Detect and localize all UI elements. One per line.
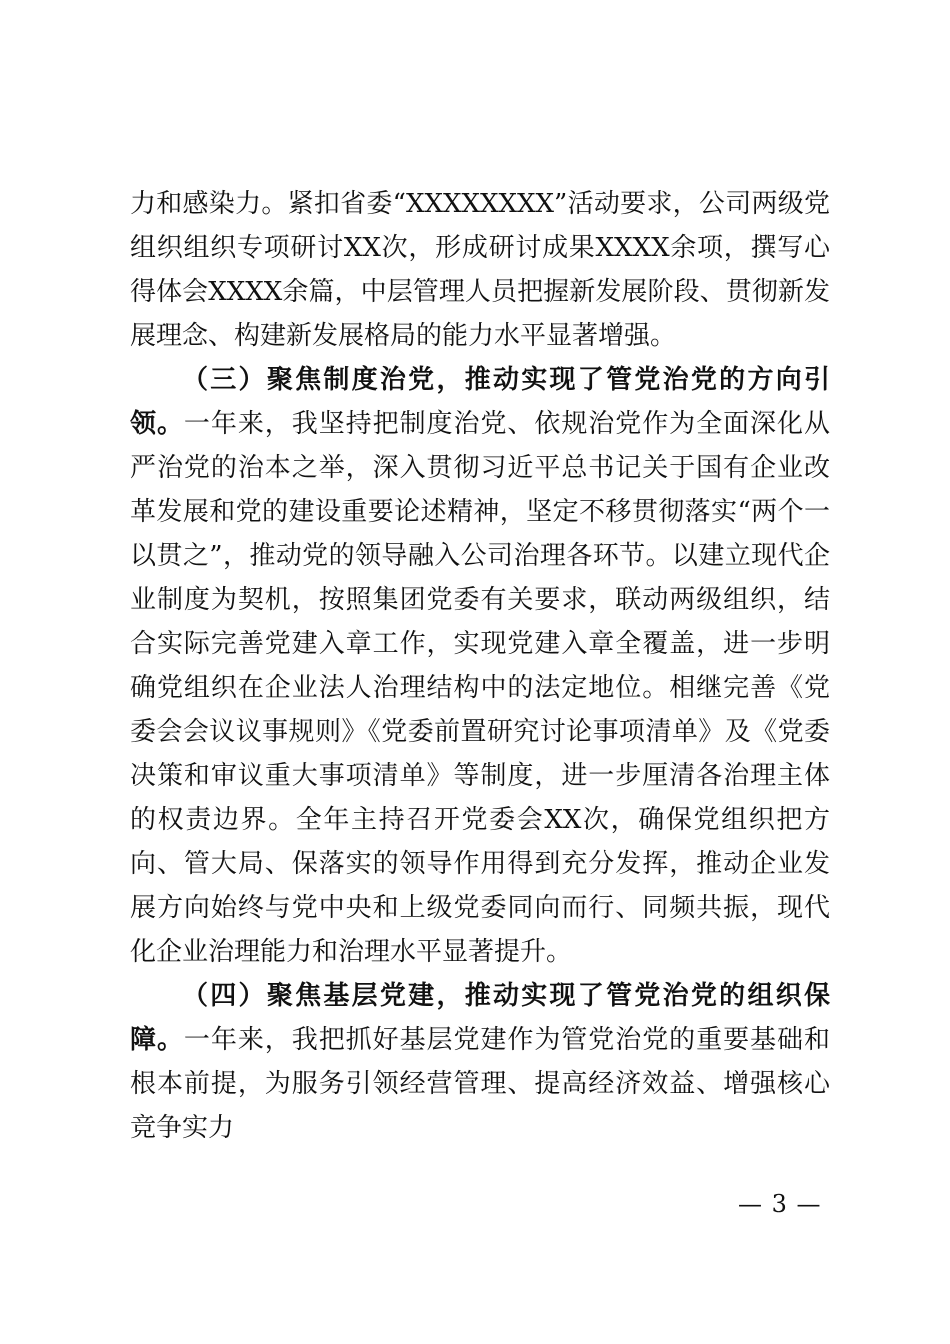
section-heading-four: （四）聚焦基层党建，推动实现了管党治党的组织保障。 [130,981,830,1055]
section-heading-three: （三）聚焦制度治党，推动实现了管党治党的方向引领。 [130,365,830,439]
paragraph-text: 力和感染力。紧扣省委“XXXXXXXX”活动要求，公司两级党组织组织专项研讨XX次，形成研讨成果XXXX余项，撰写心得体会XXXX余篇，中层管理人员把握新发展阶段、贯彻新发展理念、构建新发展格局的能力水平显著增强。 [130,189,830,351]
body-text [130,182,830,1150]
paragraph-section-four [130,974,830,1150]
paragraph-text: 一年来，我坚持把制度治党、依规治党作为全面深化从严治党的治本之举，深入贯彻习近平总书记关于国有企业改革发展和党的建设重要论述精神，坚定不移贯彻落实“两个一以贯之”，推动党的领导融入公司治理各环节。以建立现代企业制度为契机，按照集团党委有关要求，联动两级组织，结合实际完善党建入章工作，实现党建入章全覆盖，进一步明确党组织在企业法人治理结构中的法定地位。相继完善《党委会会议议事规则》《党委前置研究讨论事项清单》及《党委决策和审议重大事项清单》等制度，进一步厘清各治理主体的权责边界。全年主持召开党委会XX次，确保党组织把方向、管大局、保落实的领导作用得到充分发挥，推动企业发展方向始终与党中央和上级党委同向而行、同频共振，现代化企业治理能力和治理水平显著提升。 [130,409,830,967]
paragraph-section-three [130,358,830,974]
page-number: — 3 — [738,1190,822,1218]
paragraph-continuation [130,182,830,358]
paragraph-text: 一年来，我把抓好基层党建作为管党治党的重要基础和根本前提，为服务引领经营管理、提高经济效益、增强核心竞争实力 [130,1025,830,1143]
